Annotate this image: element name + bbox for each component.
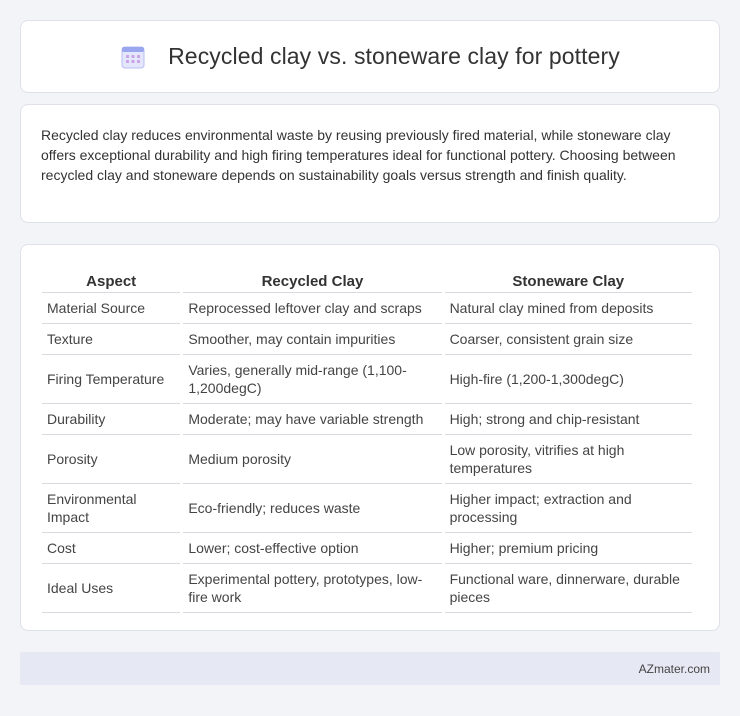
- aspect-cell: Texture: [42, 324, 180, 355]
- aspect-cell: Porosity: [42, 435, 180, 484]
- recycled-cell: Experimental pottery, prototypes, low-fire work: [183, 564, 441, 613]
- recycled-cell: Reprocessed leftover clay and scraps: [183, 293, 441, 324]
- table-row: [42, 355, 692, 404]
- header-recycled-clay: Recycled Clay: [183, 265, 441, 293]
- table-row: [42, 324, 692, 355]
- intro-card: [20, 104, 720, 223]
- stoneware-cell: High-fire (1,200-1,300degC): [445, 355, 692, 404]
- recycled-cell: Medium porosity: [183, 435, 441, 484]
- stoneware-cell: Higher; premium pricing: [445, 533, 692, 564]
- aspect-cell: Material Source: [42, 293, 180, 324]
- aspect-cell: Durability: [42, 404, 180, 435]
- footer-bar: [20, 652, 720, 685]
- title-wrap: [120, 43, 620, 70]
- stoneware-cell: Natural clay mined from deposits: [445, 293, 692, 324]
- stoneware-cell: Low porosity, vitrifies at high temperatures: [445, 435, 692, 484]
- comparison-table: [39, 265, 695, 613]
- aspect-cell: Firing Temperature: [42, 355, 180, 404]
- stoneware-cell: High; strong and chip-resistant: [445, 404, 692, 435]
- calendar-grid-icon: [120, 44, 146, 70]
- page-title: Recycled clay vs. stoneware clay for pottery: [168, 43, 620, 69]
- table-row: [42, 564, 692, 613]
- footer-brand: AZmater.com: [638, 661, 710, 676]
- table-row: [42, 484, 692, 533]
- aspect-cell: Environmental Impact: [42, 484, 180, 533]
- table-row: [42, 435, 692, 484]
- aspect-cell: Ideal Uses: [42, 564, 180, 613]
- stoneware-cell: Coarser, consistent grain size: [445, 324, 692, 355]
- header-stoneware-clay: Stoneware Clay: [445, 265, 692, 293]
- table-header-row: [42, 265, 692, 293]
- recycled-cell: Varies, generally mid-range (1,100-1,200degC): [183, 355, 441, 404]
- stoneware-cell: Functional ware, dinnerware, durable pieces: [445, 564, 692, 613]
- table-row: [42, 404, 692, 435]
- table-row: [42, 533, 692, 564]
- aspect-cell: Cost: [42, 533, 180, 564]
- header-aspect: Aspect: [42, 265, 180, 293]
- stoneware-cell: Higher impact; extraction and processing: [445, 484, 692, 533]
- recycled-cell: Eco-friendly; reduces waste: [183, 484, 441, 533]
- table-row: [42, 293, 692, 324]
- recycled-cell: Moderate; may have variable strength: [183, 404, 441, 435]
- title-card: [20, 20, 720, 93]
- recycled-cell: Smoother, may contain impurities: [183, 324, 441, 355]
- comparison-card: [20, 244, 720, 631]
- recycled-cell: Lower; cost-effective option: [183, 533, 441, 564]
- intro-text: Recycled clay reduces environmental waste by reusing previously fired material, while stoneware clay offers exceptional durability and high firing temperatures ideal for functional pottery. Choosing between recycled clay and stoneware depends on sustainability goals versus strength and finish quality.: [41, 127, 676, 183]
